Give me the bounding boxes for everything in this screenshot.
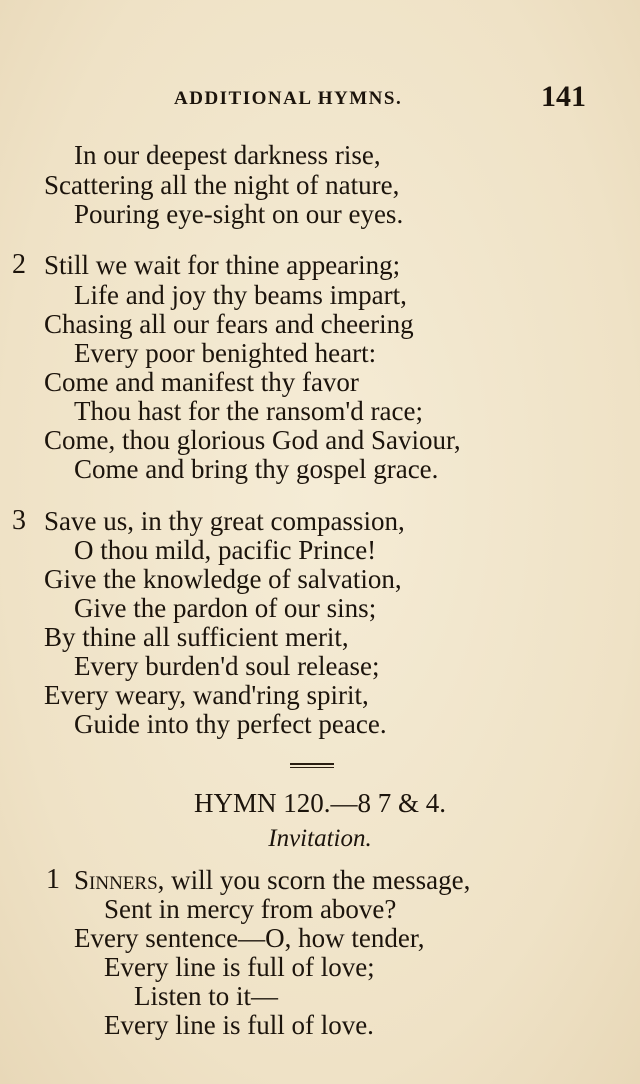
verse-line: Thou hast for the ransom'd race; <box>74 396 423 426</box>
verse-line: Every line is full of love. <box>104 1010 374 1040</box>
running-head <box>0 80 640 114</box>
verse-line: Every line is full of love; <box>104 952 375 982</box>
verse-number: 3 <box>12 505 26 536</box>
verse-line: Save us, in thy great compassion, <box>44 506 405 536</box>
verse-line: O thou mild, pacific Prince! <box>74 535 377 565</box>
hymn-subtitle: Invitation. <box>268 825 372 852</box>
verse-number: 1 <box>46 864 60 895</box>
verse-line: By thine all sufficient merit, <box>44 622 349 652</box>
verse-line: Every weary, wand'ring spirit, <box>44 680 369 710</box>
section-divider <box>290 763 334 768</box>
verse-line: Come and bring thy gospel grace. <box>74 454 439 484</box>
verse-line: Come and manifest thy favor <box>44 367 359 397</box>
verse-line: Still we wait for thine appearing; <box>44 250 401 280</box>
verse-first-line-rest: will you scorn the message, <box>164 865 471 895</box>
verse-line: In our deepest darkness rise, <box>74 140 381 170</box>
verse-line: Every burden'd soul release; <box>74 651 380 681</box>
verse-first-word: Sinners, <box>74 865 165 895</box>
verse-line: Scattering all the night of nature, <box>44 170 400 200</box>
verse-line: Come, thou glorious God and Saviour, <box>44 425 461 455</box>
verse-line: Every sentence—O, how tender, <box>74 923 425 953</box>
running-title: ADDITIONAL HYMNS. <box>174 88 403 109</box>
verse-line: Give the pardon of our sins; <box>74 593 377 623</box>
verse-line: Life and joy thy beams impart, <box>74 280 407 310</box>
verse-line: Sent in mercy from above? <box>104 894 397 924</box>
verse-line: Guide into thy perfect peace. <box>74 709 387 739</box>
verse-line: Every poor benighted heart: <box>74 338 377 368</box>
verse-line <box>74 865 470 895</box>
hymn-title: HYMN 120.—8 7 & 4. <box>193 788 446 818</box>
verse-line: Pouring eye-sight on our eyes. <box>74 199 404 229</box>
verse-line: Listen to it— <box>134 981 278 1011</box>
page-number: 141 <box>541 80 586 113</box>
verse-number: 2 <box>12 249 26 280</box>
verse-line: Give the knowledge of salvation, <box>44 564 402 594</box>
verse-line: Chasing all our fears and cheering <box>44 309 414 339</box>
